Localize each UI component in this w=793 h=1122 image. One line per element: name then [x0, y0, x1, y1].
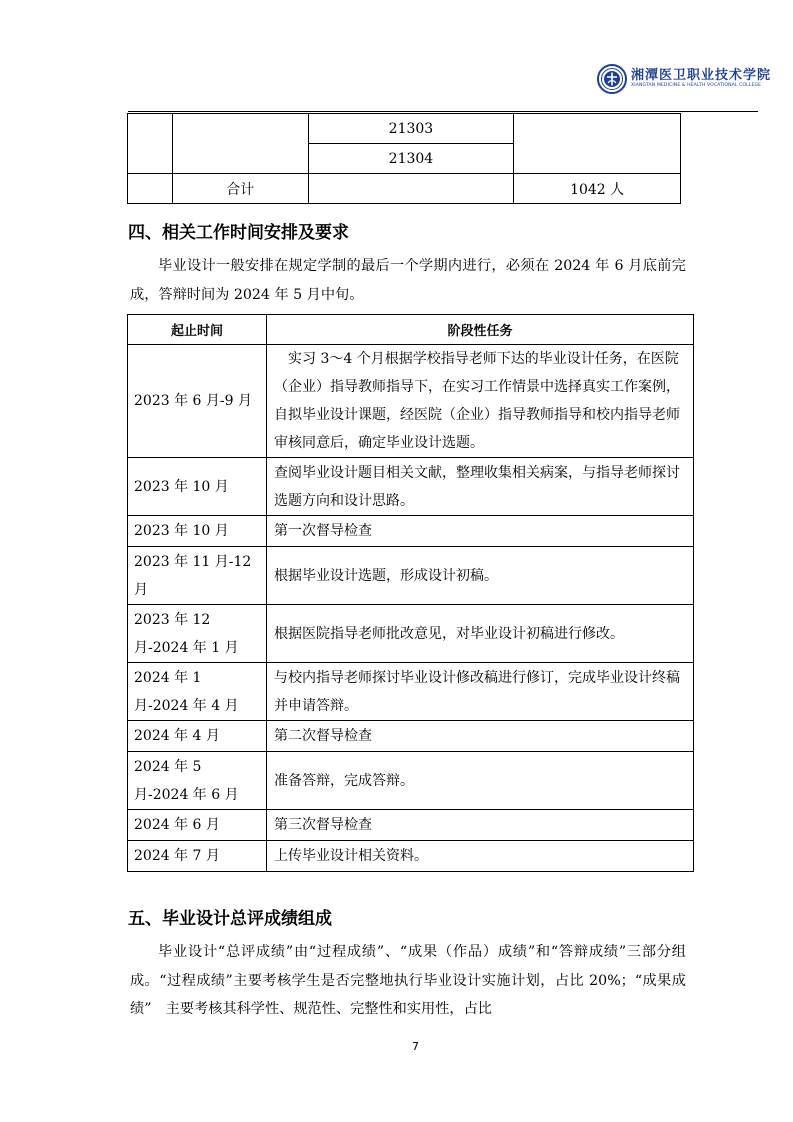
schedule-task: 根据医院指导老师批改意见，对毕业设计初稿进行修改。	[267, 605, 694, 663]
table-cell	[128, 114, 173, 174]
table-row	[128, 458, 694, 516]
schedule-header-date: 起止时间	[128, 315, 267, 345]
schedule-task: 上传毕业设计相关资料。	[267, 841, 694, 872]
section-4-heading: 四、相关工作时间安排及要求	[128, 223, 349, 243]
schedule-task: 准备答辩，完成答辩。	[267, 752, 694, 810]
schedule-task: 与校内指导老师探讨毕业设计修改稿进行修订，完成毕业设计终稿并申请答辩。	[267, 663, 694, 721]
class-code-cell: 21304	[308, 144, 514, 174]
schedule-date: 2024 年 1 月-2024 年 4 月	[128, 663, 267, 721]
section-5-body: 毕业设计“总评成绩”由“过程成绩”、“成果（作品）成绩”和“答辩成绩”三部分组成。“过程成绩”主要考核学生是否完整地执行毕业设计实施计划，占比 20%；“成果成绩” 主要考核其科学性、规范性、完整性和实用性，占比	[130, 944, 686, 1017]
schedule-date: 2023 年 12 月-2024 年 1 月	[128, 605, 267, 663]
table-row	[128, 345, 694, 458]
table-cell	[514, 114, 681, 174]
college-logo	[597, 64, 771, 94]
schedule-date: 2023 年 11 月-12 月	[128, 547, 267, 605]
schedule-header-task: 阶段性任务	[267, 315, 694, 345]
table-row	[128, 841, 694, 872]
schedule-date: 2024 年 5 月-2024 年 6 月	[128, 752, 267, 810]
table-row	[128, 663, 694, 721]
college-name-en: XIANGTAN MEDICINE & HEALTH VOCATIONAL COLLEGE	[631, 83, 762, 88]
table-row	[128, 605, 694, 663]
schedule-date: 2024 年 7 月	[128, 841, 267, 872]
college-emblem-icon	[597, 64, 627, 94]
table-row	[128, 547, 694, 605]
table-row	[128, 516, 694, 547]
table-row	[128, 810, 694, 841]
schedule-date: 2023 年 10 月	[128, 516, 267, 547]
schedule-task: 根据毕业设计选题，形成设计初稿。	[267, 547, 694, 605]
college-name: 湘潭医卫职业技术学院	[631, 68, 772, 83]
schedule-task: 第一次督导检查	[267, 516, 694, 547]
table-row	[128, 721, 694, 752]
table-cell	[172, 114, 308, 174]
header-rule	[128, 111, 758, 112]
schedule-task: 第二次督导检查	[267, 721, 694, 752]
section-5-heading: 五、毕业设计总评成绩组成	[128, 909, 332, 929]
section-4-intro: 毕业设计一般安排在规定学制的最后一个学期内进行，必须在 2024 年 6 月底前完成，答辩时间为 2024 年 5 月中旬。	[130, 258, 686, 303]
schedule-date: 2024 年 6 月	[128, 810, 267, 841]
table-cell	[308, 174, 514, 204]
table-cell	[128, 174, 173, 204]
class-code-cell: 21303	[308, 114, 514, 144]
schedule-task: 第三次督导检查	[267, 810, 694, 841]
schedule-date: 2024 年 4 月	[128, 721, 267, 752]
schedule-task: 实习 3～4 个月根据学校指导老师下达的毕业设计任务，在医院（企业）指导教师指导下，在实习工作情景中选择真实工作案例，自拟毕业设计课题，经医院（企业）指导教师指导和校内指导老师审核同意后，确定毕业设计选题。	[267, 345, 694, 458]
total-label-cell: 合计	[172, 174, 308, 204]
total-value-cell: 1042 人	[514, 174, 681, 204]
table-row	[128, 752, 694, 810]
schedule-date: 2023 年 6 月-9 月	[128, 345, 267, 458]
student-count-table	[127, 113, 681, 204]
page-number: 7	[412, 1040, 419, 1053]
schedule-task: 查阅毕业设计题目相关文献，整理收集相关病案，与指导老师探讨选题方向和设计思路。	[267, 458, 694, 516]
schedule-date: 2023 年 10 月	[128, 458, 267, 516]
schedule-table	[127, 314, 694, 872]
